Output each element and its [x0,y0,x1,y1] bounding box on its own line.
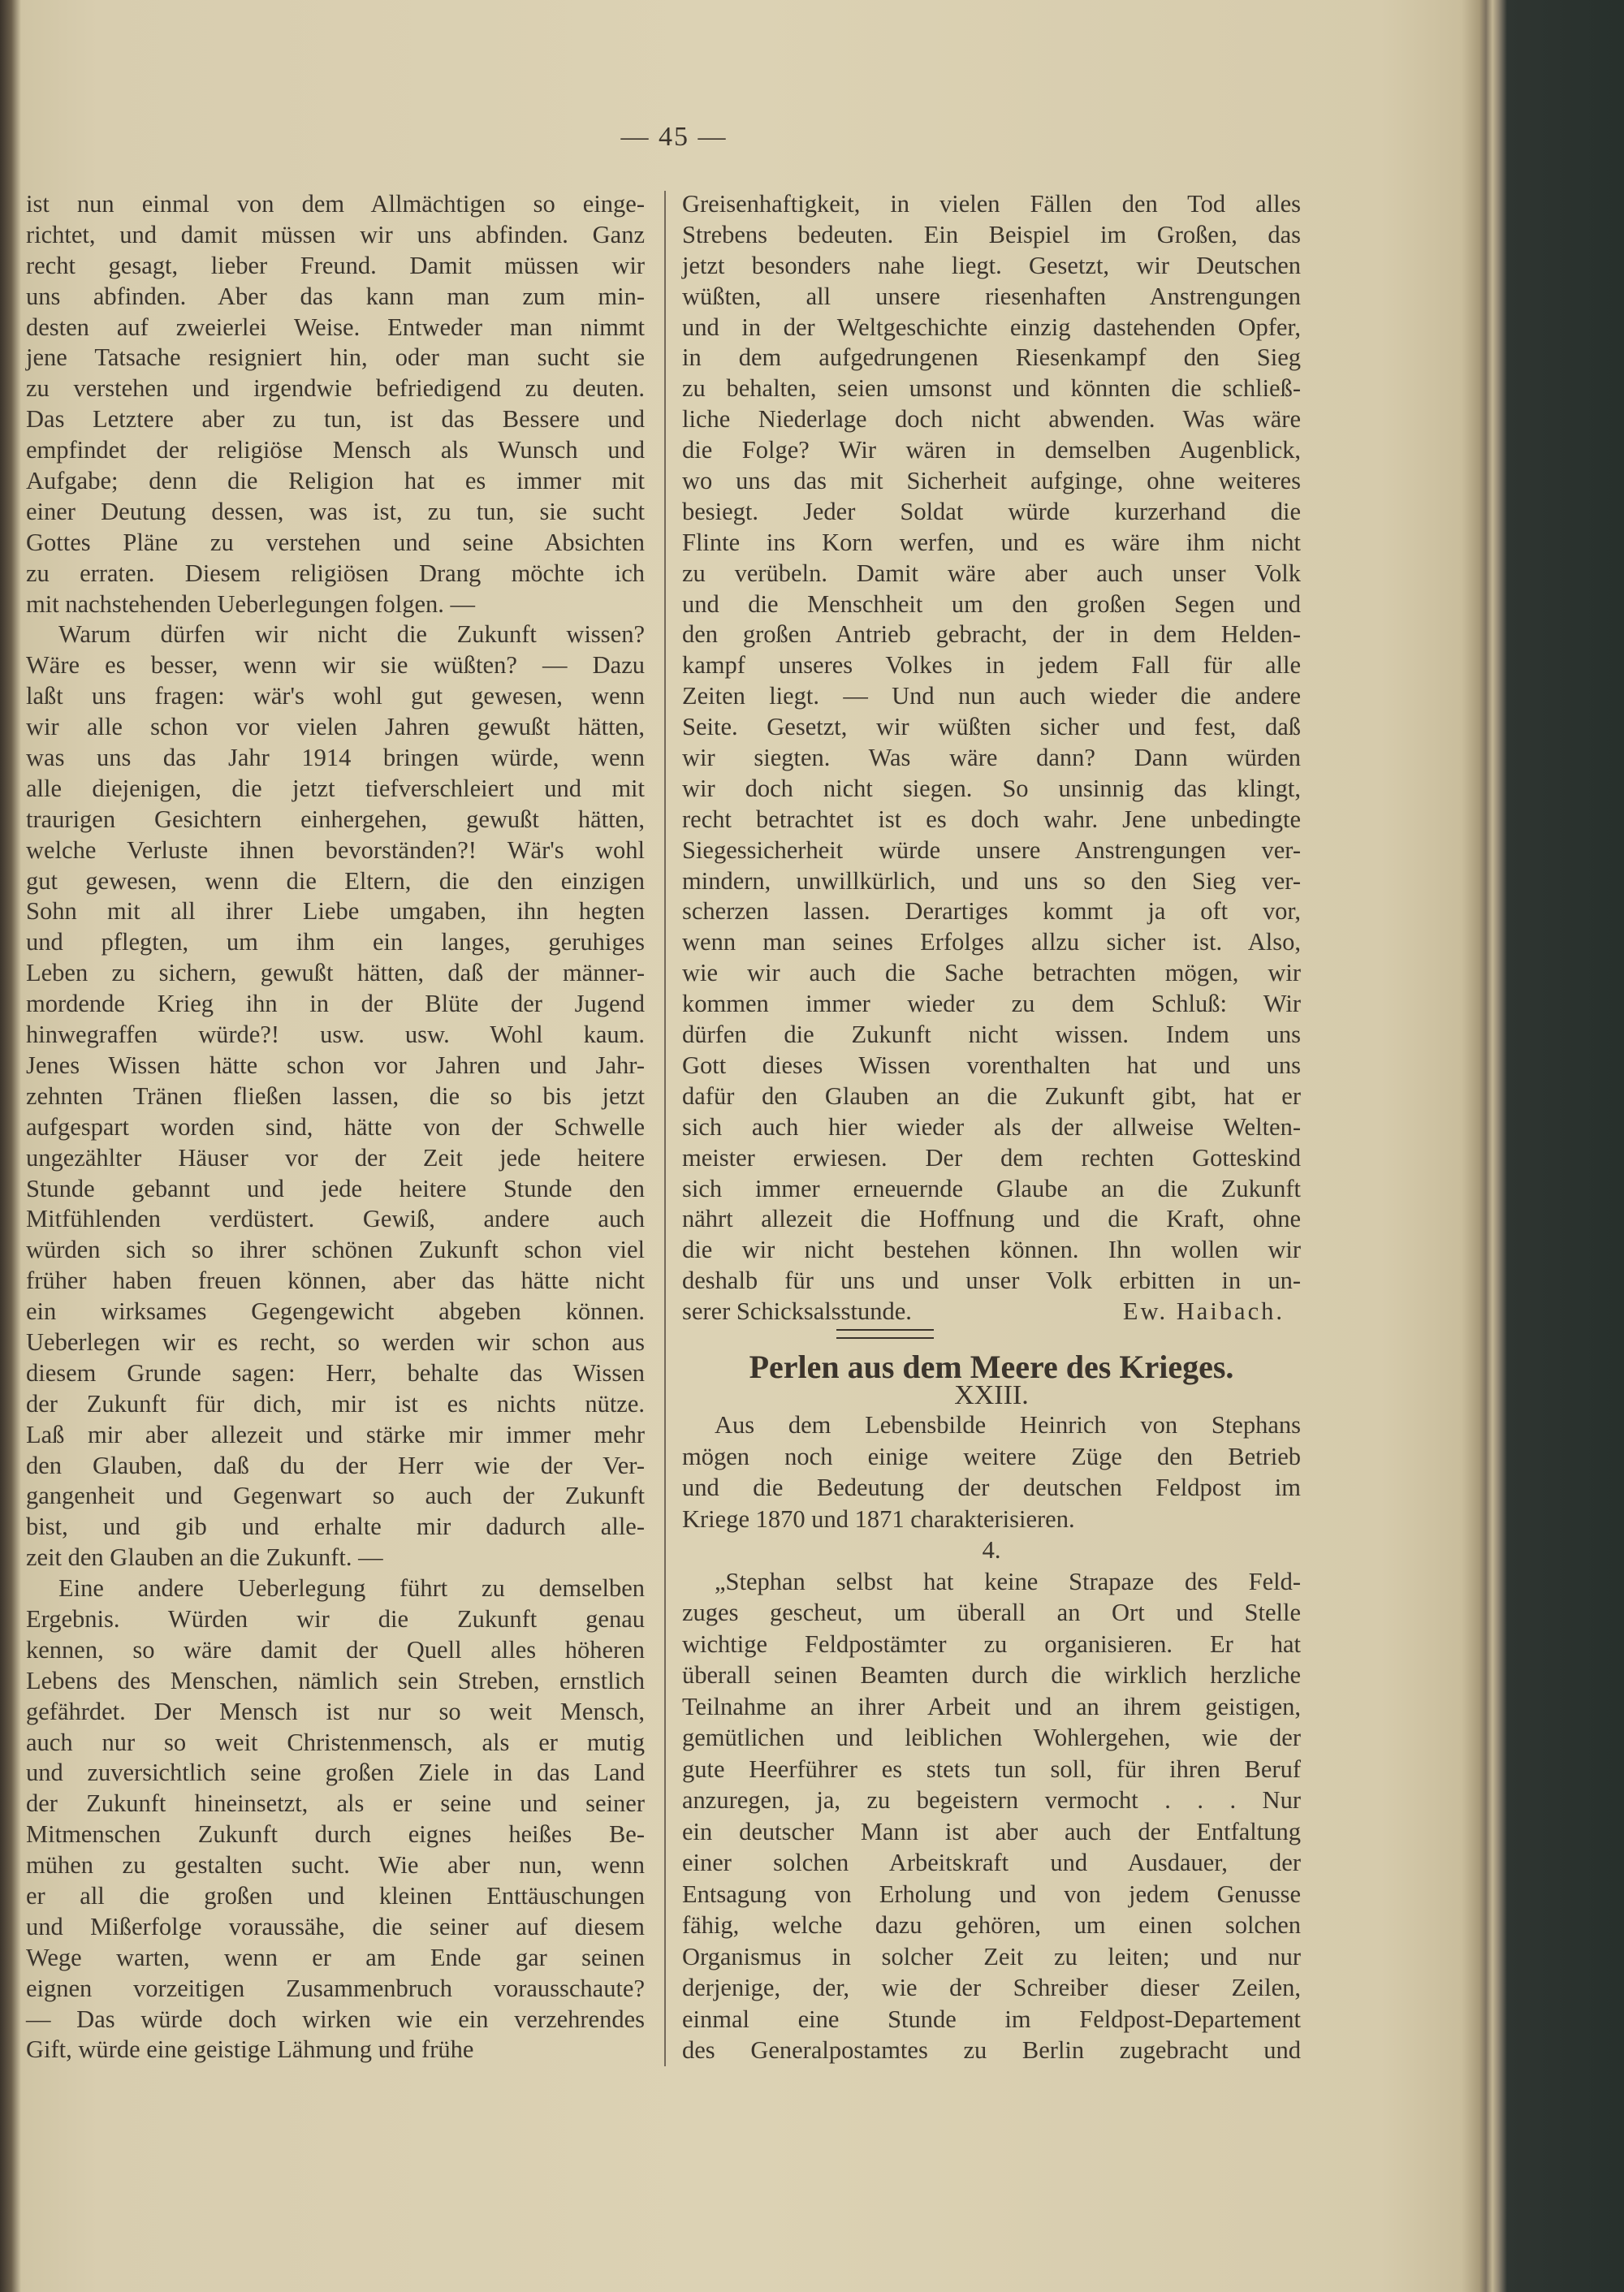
text-line: wir doch nicht siegen. So unsinnig das klingt, [682,774,1301,802]
text-line: nährt allezeit die Hoffnung und die Kraft, ohne [682,1205,1301,1233]
text-line: recht gesagt, lieber Freund. Damit müssen wir [26,251,645,279]
text-line: früher haben freuen können, aber das hätte nicht [26,1267,645,1295]
text-line: zu behalten, seien umsonst und könnten die schließ- [682,374,1301,403]
article-title: Perlen aus dem Meere des Krieges. [749,1349,1234,1385]
text-line: den großen Antrieb gebracht, der in dem Helden- [682,620,1301,649]
text-line: Teilnahme an ihrer Arbeit und an ihrem geistigen, [682,1692,1301,1720]
text-line: Gift, würde eine geistige Lähmung und frühe [26,2035,474,2064]
text-line: was uns das Jahr 1914 bringen würde, wenn [26,744,645,772]
text-line: eignen vorzeitigen Zusammenbruch vorausschaute? [26,1974,645,2002]
text-line: er all die großen und kleinen Enttäuschungen [26,1881,645,1910]
text-line: zuges gescheut, um überall an Ort und Stelle [682,1599,1301,1626]
text-line: derjenige, der, wie der Schreiber dieser Zeilen, [682,1974,1301,2001]
left-column [26,189,645,2065]
text-line: zu erraten. Diesem religiösen Drang möchte ich [26,559,645,587]
text-line: dürfen die Zukunft nicht wissen. Indem uns [682,1021,1301,1049]
author-signature: Ew. Haibach. [1122,1297,1285,1326]
text-line: wie wir auch die Sache betrachten mögen, wir [682,959,1301,987]
text-line: Laß mir aber allezeit und stärke mir immer mehr [26,1420,645,1448]
text-line: traurigen Gesichtern einhergehen, gewußt hätten, [26,805,645,833]
text-line: Seite. Gesetzt, wir wüßten sicher und fest, daß [682,713,1301,741]
text-line: Aus dem Lebensbilde Heinrich von Stephans [715,1411,1301,1439]
text-line: Warum dürfen wir nicht die Zukunft wissen? [58,620,645,649]
text-line: jene Tatsache resigniert hin, oder man sucht sie [26,343,645,372]
text-line: mindern, unwillkürlich, und uns so den Sieg ver- [682,866,1301,895]
text-line: dafür den Glauben an die Zukunft gibt, hat er [682,1081,1301,1110]
text-line: mordende Krieg ihn in der Blüte der Jugend [26,990,645,1018]
text-line: bist, und gib und erhalte mir dadurch alle- [26,1513,645,1541]
text-line: uns abfinden. Aber das kann man zum min- [26,282,645,310]
text-line: der Zukunft für dich, mir ist es nichts nütze. [26,1389,645,1418]
text-line: und in der Weltgeschichte einzig dastehenden Opfer, [682,313,1301,341]
text-line: kampf unseres Volkes in jedem Fall für alle [682,651,1301,680]
text-line: scherzen lassen. Derartiges kommt ja oft vor, [682,897,1301,926]
text-line: fähig, welche dazu gehören, um einen solchen [682,1911,1301,1939]
text-line: die wir nicht bestehen können. Ihn wollen wir [682,1236,1301,1264]
text-line: wo uns das mit Sicherheit aufginge, ohne weiteres [682,467,1301,495]
text-line: besiegt. Jeder Soldat würde kurzerhand die [682,497,1301,525]
text-line: auch nur so weit Christenmensch, als er mutig [26,1728,645,1756]
text-line: Gottes Pläne zu verstehen und seine Absichten [26,528,645,556]
text-line: mit nachstehenden Ueberlegungen folgen. — [26,589,476,618]
text-line: zu verstehen und irgendwie befriedigend zu deuten. [26,374,645,403]
text-line: desten auf zweierlei Weise. Entweder man nimmt [26,313,645,341]
text-line: — Das würde doch wirken wie ein verzehrendes [26,2005,645,2033]
text-line: wir alle schon vor vielen Jahren gewußt hätten, [26,713,645,741]
text-line: einer Deutung dessen, was ist, zu tun, sie sucht [26,497,645,525]
text-line: richtet, und damit müssen wir uns abfinden. Ganz [26,220,645,248]
text-line: ein wirksames Gegengewicht abgeben können. [26,1297,645,1326]
text-line: Das Letztere aber zu tun, ist das Bessere und [26,405,645,434]
text-line: Mitmenschen Zukunft durch eignes heißes Be- [26,1820,645,1849]
closing-line [682,1297,1301,1327]
text-line: gute Heerführer es stets tun soll, für ihren Beruf [682,1755,1301,1783]
text-line: Zeiten liegt. — Und nun auch wieder die andere [682,682,1301,710]
text-line: und pflegten, um ihm ein langes, geruhiges [26,928,645,956]
text-line: Mitfühlenden verdüstert. Gewiß, andere auch [26,1205,645,1233]
text-line: des Generalpostamtes zu Berlin zugebracht und [682,2036,1301,2064]
text-line: Flinte ins Korn werfen, und es wäre ihm nicht [682,528,1301,556]
text-line: zehnten Tränen fließen lassen, die so bis jetzt [26,1081,645,1110]
text-line: laßt uns fragen: wär's wohl gut gewesen, wenn [26,682,645,710]
text-line: zeit den Glauben an die Zukunft. — [26,1543,383,1572]
text-line: gefährdet. Der Mensch ist nur so weit Mensch, [26,1697,645,1725]
text-line: gut gewesen, wenn die Eltern, die den einzigen [26,866,645,895]
text-line: gemütlichen und leiblichen Wohlergehen, wie der [682,1724,1301,1751]
text-line: Gott dieses Wissen vorenthalten hat und uns [682,1051,1301,1079]
text-line: und die Menschheit um den großen Segen und [682,589,1301,618]
right-column-essay [682,189,1301,1327]
text-line: mögen noch einige weitere Züge den Betrieb [682,1442,1301,1470]
text-line: Entsagung von Erholung und von jedem Genusse [682,1880,1301,1908]
closing-text: serer Schicksalsstunde. [682,1297,912,1326]
text-line: einer solchen Arbeitskraft und Ausdauer, der [682,1849,1301,1876]
text-line: ungezählter Häuser vor der Zeit jede heitere [26,1143,645,1172]
text-line: deshalb für uns und unser Volk erbitten in un- [682,1267,1301,1295]
text-line: Eine andere Ueberlegung führt zu demselben [58,1574,645,1603]
text-line: ist nun einmal von dem Allmächtigen so einge- [26,190,645,218]
text-line: „Stephan selbst hat keine Strapaze des Feld- [715,1567,1301,1595]
text-line: kommen immer wieder zu dem Schluß: Wir [682,990,1301,1018]
text-line: der Zukunft hineinsetzt, als er seine und seiner [26,1789,645,1818]
column-divider [664,191,666,2066]
text-line: Strebens bedeuten. Ein Beispiel im Großen, das [682,220,1301,248]
page-number: — 45 — [620,122,728,152]
text-line: mühen zu gestalten sucht. Wie aber nun, wenn [26,1851,645,1880]
text-line: Wäre es besser, wenn wir sie wüßten? — Dazu [26,651,645,680]
text-line: diesem Grunde sagen: Herr, behalte das Wissen [26,1358,645,1387]
text-line: kennen, so wäre damit der Quell alles höheren [26,1635,645,1664]
text-line: recht betrachtet ist es doch wahr. Jene unbedingte [682,805,1301,833]
text-line: wüßten, all unsere riesenhaften Anstrengungen [682,282,1301,310]
text-line: ein deutscher Mann ist aber auch der Entfaltung [682,1817,1301,1845]
text-line: empfindet der religiöse Mensch als Wunsch und [26,436,645,464]
text-line: Kriege 1870 und 1871 charakterisieren. [682,1504,1075,1533]
text-line: welche Verluste ihnen bevorständen?! Wär's wohl [26,835,645,864]
text-line: hinwegraffen würde?! usw. usw. Wohl kaum. [26,1021,645,1049]
text-line: aufgespart worden sind, hätte von der Schwelle [26,1112,645,1141]
text-line: und die Bedeutung der deutschen Feldpost im [682,1474,1301,1501]
text-line: überall seinen Beamten durch die wirklich herzliche [682,1661,1301,1689]
text-line: die Folge? Wir wären in demselben Augenblick, [682,436,1301,464]
text-line: Siegessicherheit würde unsere Anstrengungen ver- [682,835,1301,864]
text-line: Aufgabe; denn die Religion hat es immer mit [26,467,645,495]
section-number: 4. [982,1536,1001,1564]
text-line: Stunde gebannt und jede heitere Stunde den [26,1174,645,1202]
text-line: wenn man seines Erfolges allzu sicher ist. Also, [682,928,1301,956]
section-rule [836,1329,934,1339]
text-line: Organismus in solcher Zeit zu leiten; und nur [682,1942,1301,1970]
text-line: einmal eine Stunde im Feldpost-Departement [682,2005,1301,2033]
text-line: den Glauben, daß du der Herr wie der Ver- [26,1451,645,1479]
text-line: wir siegten. Was wäre dann? Dann würden [682,744,1301,772]
text-line: Leben zu sichern, gewußt hätten, daß der männer- [26,959,645,987]
text-line: meister erwiesen. Der dem rechten Gotteskind [682,1143,1301,1172]
text-line: sich immer erneuernde Glaube an die Zukunft [682,1174,1301,1202]
text-line: Jenes Wissen hätte schon vor Jahren und Jahr- [26,1051,645,1079]
article-number: XXIII. [954,1380,1029,1410]
text-line: Ergebnis. Würden wir die Zukunft genau [26,1604,645,1633]
right-column-article [682,1409,1301,2066]
text-line: und Mißerfolge voraussähe, die seiner auf diesem [26,1912,645,1940]
text-line: zu verübeln. Damit wäre aber auch unser Volk [682,559,1301,587]
text-line: gangenheit und Gegenwart so auch der Zukunft [26,1482,645,1510]
text-line: in dem aufgedrungenen Riesenkampf den Sieg [682,343,1301,372]
text-line: liche Niederlage doch nicht abwenden. Was wäre [682,405,1301,434]
text-line: Sohn mit all ihrer Liebe umgaben, ihn hegten [26,897,645,926]
text-line: und zuversichtlich seine großen Ziele in das Land [26,1759,645,1787]
text-line: würden sich so ihrer schönen Zukunft schon viel [26,1236,645,1264]
text-line: alle diejenigen, die jetzt tiefverschleiert und mit [26,774,645,802]
text-line: wichtige Feldpostämter zu organisieren. Er hat [682,1629,1301,1658]
text-line: sich auch hier wieder als der allweise Welten- [682,1112,1301,1141]
text-line: Greisenhaftigkeit, in vielen Fällen den Tod alles [682,190,1301,218]
text-line: anzuregen, ja, zu begeistern vermocht . . . Nur [682,1786,1301,1814]
text-line: Lebens des Menschen, nämlich sein Streben, ernstlich [26,1666,645,1694]
text-line: jetzt besonders nahe liegt. Gesetzt, wir Deutschen [682,251,1301,279]
text-line: Ueberlegen wir es recht, so werden wir schon aus [26,1327,645,1356]
text-line: Wege warten, wenn er am Ende gar seinen [26,1943,645,1971]
